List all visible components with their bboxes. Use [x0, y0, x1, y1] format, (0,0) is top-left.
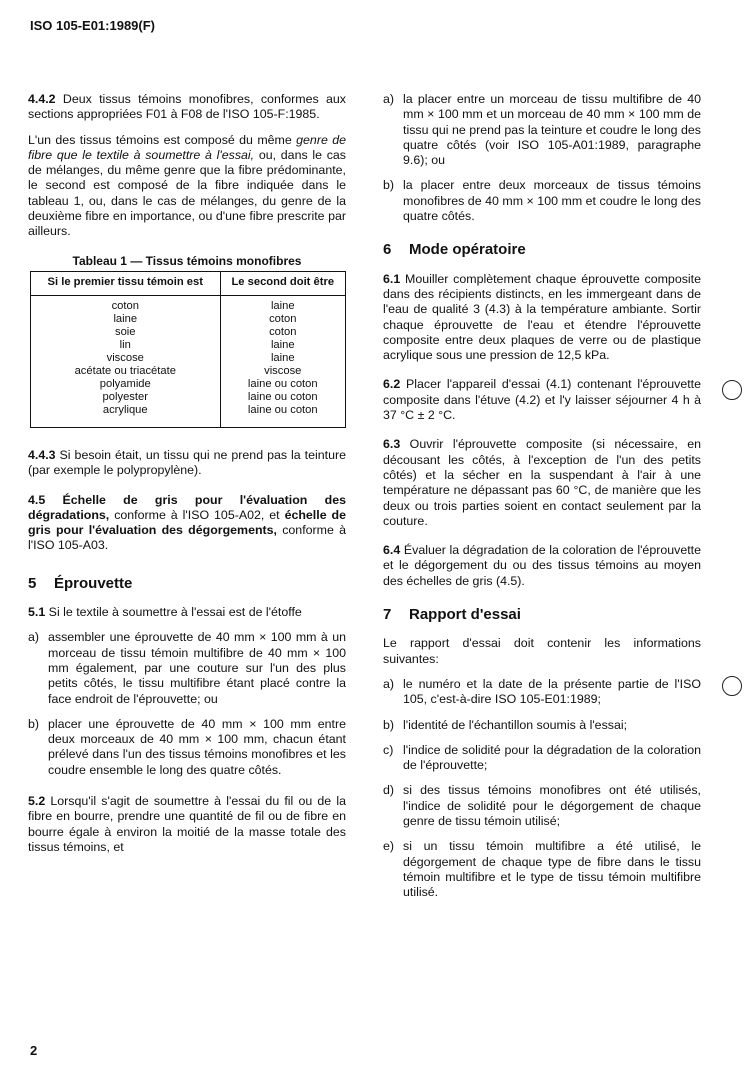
list-marker: b)	[383, 178, 395, 193]
list-marker: a)	[28, 630, 40, 645]
clause-5-1	[28, 605, 346, 620]
list-item	[383, 783, 701, 829]
table-cell: lin	[119, 338, 131, 351]
clause-6-2	[383, 377, 701, 423]
table-cell: laine	[270, 299, 295, 312]
table-1	[30, 271, 346, 428]
clause-number: 4.5	[28, 492, 46, 507]
clause-4-4-3	[28, 448, 346, 479]
clause-number: 6.4	[383, 543, 401, 558]
table-cell: coton	[111, 299, 139, 312]
table-header-cell: Le second doit être	[220, 271, 345, 295]
text-run: L'un des tissus témoins est composé du même	[28, 132, 297, 147]
table-cell: viscose	[106, 351, 144, 364]
text-run: conforme à l'ISO 105-A03.	[28, 523, 346, 553]
clause-number: 5.1	[28, 605, 46, 620]
clause-4-4-2	[28, 92, 346, 123]
section-heading-7	[383, 607, 701, 622]
clause-number: 6.3	[383, 437, 401, 452]
list-text: l'identité de l'échantillon soumis à l'essai;	[403, 717, 628, 732]
bold-text-run: échelle de gris pour l'évaluation des dégorgements,	[28, 507, 346, 538]
section-heading-6	[383, 242, 701, 257]
list-item	[383, 92, 701, 168]
clause-text: Mouiller complètement chaque éprouvette composite dans des récipients distincts, en les immergeant dans de l'eau de qualité 3 (4.3) à la température ambiante. Sortir chaque éprouvette de l'eau et étendre l'éprouvette composite entre deux plaques de verre ou de plastique acrylique sous une pression de 12,5 kPa.	[383, 271, 701, 363]
clause-text: Lorsqu'il s'agit de soumettre à l'essai du fil ou de la fibre en bourre, prendre une quantité de fil ou de fibre en bourre égale à environ la moitié de la masse totale des tissus témoins, et	[28, 794, 346, 854]
list-marker: a)	[383, 92, 395, 106]
list-text: si des tissus témoins monofibres ont été utilisés, l'indice de solidité pour le dégorgement de chaque genre de tissu témoin utilisé;	[403, 783, 701, 828]
table-cell: laine ou coton	[247, 377, 318, 390]
bold-text-run: Échelle de gris pour l'évaluation des dégradations,	[28, 492, 346, 522]
list-marker: b)	[383, 717, 395, 732]
section-title: Rapport d'essai	[409, 606, 521, 624]
table-column-first-fabric	[31, 295, 221, 427]
list-text: la placer entre un morceau de tissu multifibre de 40 mm × 100 mm et un morceau de 40 mm × 100 mm de tissu qui ne prend pas la teinture et coudre le long des quatre côtés (voir ISO 105-A01:1989, paragraphe 9.6); ou	[403, 92, 701, 168]
table-cell: laine ou coton	[247, 390, 318, 403]
section-heading-5	[28, 576, 346, 591]
list-text: l'indice de solidité pour la dégradation de la coloration de l'éprouvette;	[403, 742, 701, 773]
list-text: placer une éprouvette de 40 mm × 100 mm entre deux morceaux de 40 mm × 100 mm, chacun étant prélevé dans l'un des tissus témoins monofibres et les coudre ensemble le long des quatre côtés.	[48, 716, 346, 777]
list-item	[383, 743, 701, 774]
table-caption: Tableau 1 — Tissus témoins monofibres	[72, 253, 302, 268]
clause-text: Deux tissus témoins monofibres, conformes aux sections appropriées F01 à F08 de l'ISO 105-F:1985.	[28, 92, 346, 122]
table-cell: laine	[270, 351, 295, 364]
list-text: si un tissu témoin multifibre a été utilisé, le dégorgement de chaque type de fibre dans le tissu témoin multifibre et le type de tissu témoin multifibre utilisé.	[403, 839, 701, 900]
document-header: ISO 105-E01:1989(F)	[30, 18, 156, 33]
binder-hole-mark	[722, 380, 742, 400]
table-cell: laine ou coton	[247, 403, 318, 416]
table-cell: acétate ou triacétate	[74, 364, 176, 377]
clause-4-4-2-paragraph	[28, 133, 346, 240]
clause-number: 6.1	[383, 271, 401, 286]
clause-number: 4.4.2	[28, 92, 56, 106]
clause-5-2	[28, 794, 346, 855]
list-item	[28, 717, 346, 778]
section-number: 5	[28, 574, 37, 592]
right-column	[383, 92, 701, 910]
section-number: 7	[383, 606, 392, 624]
clause-text: Placer l'appareil d'essai (4.1) contenant l'éprouvette composite dans l'étuve (4.2) et l'y laisser séjourner 4 h à 37 °C ± 2 °C.	[383, 377, 701, 423]
clause-text: Si le textile à soumettre à l'essai est de l'étoffe	[45, 605, 302, 620]
clause-4-5	[28, 493, 346, 554]
table-cell: coton	[269, 325, 297, 338]
text-run: conforme à l'ISO 105-A02, et	[109, 507, 285, 522]
section-title: Mode opératoire	[409, 241, 526, 259]
list-item	[383, 677, 701, 708]
list-marker: b)	[28, 716, 40, 731]
clause-7-intro: Le rapport d'essai doit contenir les informations suivantes:	[383, 636, 701, 666]
table-cell: viscose	[264, 364, 302, 377]
clause-6-4	[383, 543, 701, 589]
table-cell: laine	[270, 338, 295, 351]
italic-text-run: genre de fibre que le textile à soumettre à l'essai,	[28, 132, 346, 162]
list-text: assembler une éprouvette de 40 mm × 100 mm à un morceau de tissu témoin multifibre de 40 mm × 100 mm également, par une couture sur l'un des plus petits côtés, le tissu multifibre étant placé contre la face endroit de l'éprouvette; ou	[48, 630, 346, 706]
list-marker: d)	[383, 783, 395, 798]
list-item	[383, 178, 701, 224]
list-item	[383, 839, 701, 900]
list-text: la placer entre deux morceaux de tissus témoins monofibres de 40 mm × 100 mm et coudre le long des quatre côtés.	[403, 178, 701, 224]
table-cell: acrylique	[102, 403, 148, 416]
section-number: 6	[383, 241, 392, 259]
table-header-cell: Si le premier tissu témoin est	[31, 271, 221, 295]
list-text: le numéro et la date de la présente partie de l'ISO 105, c'est-à-dire ISO 105-E01:1989;	[403, 676, 701, 707]
clause-6-1	[383, 272, 701, 364]
list-marker: c)	[383, 742, 394, 757]
clause-number: 5.2	[28, 794, 46, 809]
left-column	[28, 92, 346, 865]
clause-text: Ouvrir l'éprouvette composite (si nécessaire, en décousant les côtés, à l'exception de l'un des petits côtés) et la sécher en la suspendant à l'air à une température ne dépassant pas 60 °C, de manière que les deux ou trois parties soient en contact seulement par la couture.	[383, 437, 701, 528]
list-marker: a)	[383, 676, 395, 691]
list-item	[28, 630, 346, 706]
clause-number: 6.2	[383, 377, 401, 392]
table-cell: laine	[113, 312, 138, 325]
table-column-second-fabric	[220, 295, 345, 427]
table-cell: soie	[114, 325, 136, 338]
list-item	[383, 718, 701, 733]
clause-text: Évaluer la dégradation de la coloration de l'éprouvette et le dégorgement du ou des tissus témoins au moyen des échelles de gris (4.5).	[383, 543, 701, 588]
clause-6-3	[383, 437, 701, 529]
page-number: 2	[30, 1043, 38, 1058]
clause-text: Si besoin était, un tissu qui ne prend pas la teinture (par exemple le polypropylène).	[28, 447, 346, 478]
table-cell: coton	[269, 312, 297, 325]
list-marker: e)	[383, 839, 395, 854]
section-title: Éprouvette	[54, 574, 133, 592]
text-run: ou, dans le cas de mélanges, du même genre que la fibre prédominante, le second est composé de la fibre indiquée dans le tableau 1, ou, dans le cas de mélanges, du genre de la deuxième fibre en importance, ou d'une fibre prescrite par ailleurs.	[28, 147, 347, 239]
clause-number: 4.4.3	[28, 447, 56, 462]
table-cell: polyester	[102, 390, 148, 403]
table-cell: polyamide	[99, 377, 151, 390]
binder-hole-mark	[722, 676, 742, 696]
